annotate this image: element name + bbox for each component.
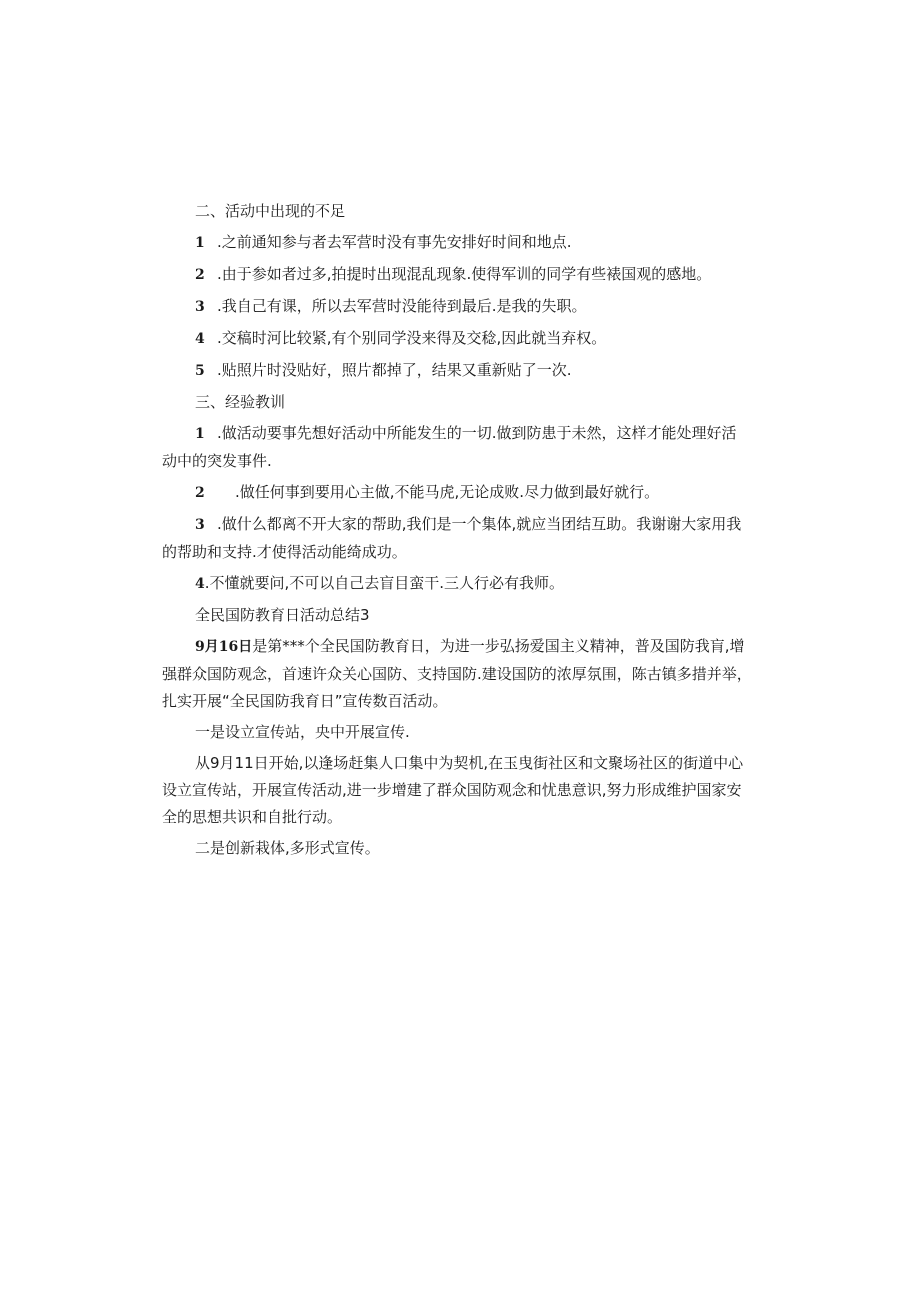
list-item [162,511,768,566]
list-item [162,420,768,475]
document-body [162,198,768,862]
list-item [162,229,768,257]
list-text: .交稿时河比较紧,有个别同学没来得及交稔,因此就当弃权。 [217,329,607,347]
section-heading-point-two: 二是创新栽体,多形式宣传。 [195,839,380,857]
section-heading-lessons: 三、经验教训 [195,393,286,411]
section-heading-summary: 全民国防教育日活动总结3 [195,606,370,624]
list-number: 4 [195,331,205,347]
paragraph-text: 开始,以逢场赶集人口集中为契机,在玉曳街社区和文聚场社区的街道中心 [268,754,744,772]
list-number: 3 [195,517,205,533]
list-item [162,570,768,598]
paragraph-text: 扎实开展“全民国防我育日”宣传数百活动。 [162,692,448,710]
list-text-continued: 动中的突发事件. [162,452,272,470]
paragraph-text: 是第***个全民国防教育日，为进一步弘扬爱国主义精神，普及国防我肓,增 [252,637,745,655]
date-lead: 9月16日 [195,639,253,655]
list-number: 5 [195,363,205,379]
list-number: 2 [195,485,205,501]
list-text: .由于参如者过多,拍提时出现混乱现象.使得军训的同学有些裱国观的感地。 [217,265,712,283]
section-heading-shortcomings: 二、活动中出现的不足 [195,202,346,220]
date-lead: 从9月11日 [195,754,269,772]
list-item [162,325,768,353]
paragraph [162,633,768,715]
list-text: .做活动要事先想好活动中所能发生的一切.做到防患于未然，这样才能处理好活 [217,424,737,442]
list-item [162,261,768,289]
list-item [162,293,768,321]
list-number: 4 [195,576,205,592]
list-text: .之前通知参与者去军营时没有事先安排好时间和地点. [217,233,572,251]
list-text: .做任何事到要用心主做,不能马虎,无论成败.尽力做到最好就行。 [235,483,660,501]
list-text: .贴照片时没贴好，照片都掉了，结果又重新贴了一次. [217,361,572,379]
paragraph-text: 强群众国防观念，首速许众关心国防、支持国防.建设国防的浓厚氛围，陈古镇多措并举， [162,665,752,683]
list-text: .不懂就要问,不可以自己去盲目蛮干.三人行必有我师。 [204,574,565,592]
paragraph [162,750,768,831]
list-number: 1 [195,426,205,442]
list-text-continued: 的帮助和支持.才使得活动能绮成功。 [162,543,407,561]
list-number: 2 [195,267,205,283]
list-item [162,479,768,507]
list-number: 1 [195,235,205,251]
paragraph-text: 全的思想共识和自批行动。 [162,808,343,826]
list-item [162,357,768,385]
paragraph-text: 设立宣传站，开展宣传活动,进一步增建了群众国防观念和忧患意识,努力形成维护国家安 [162,781,742,799]
list-text: .我自己有课，所以去军营时没能待到最后.是我的失职。 [217,297,587,315]
list-text: .做什么都离不开大家的帮助,我们是一个集体,就应当团结互助。我谢谢大家用我 [217,515,742,533]
list-number: 3 [195,299,205,315]
section-heading-point-one: 一是设立宣传站，央中开展宣传. [195,723,410,741]
